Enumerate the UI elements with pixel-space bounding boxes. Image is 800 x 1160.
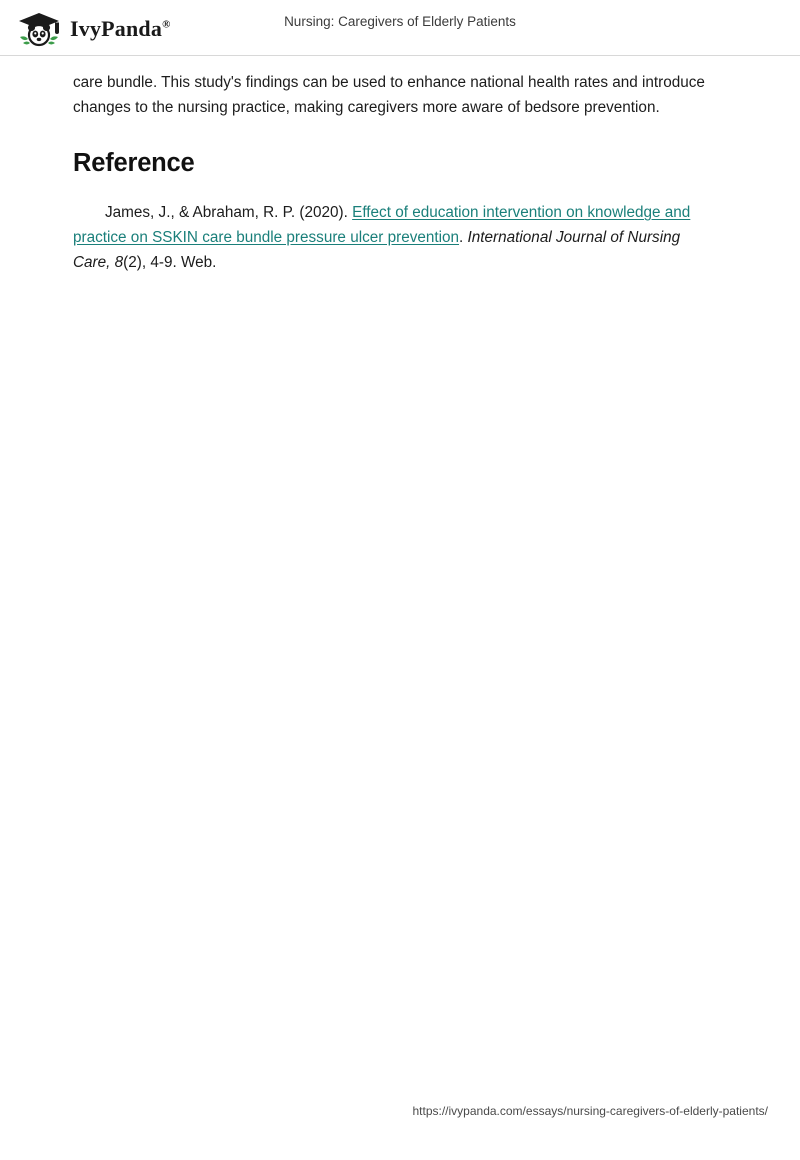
content-column: [73, 70, 721, 290]
reference-article-link[interactable]: Effect of education intervention on knowledge and practice on SSKIN care bundle pressure ulcer prevention: [73, 204, 691, 246]
reference-issue-pages: (2), 4-9. Web.: [123, 254, 217, 271]
reference-entry: [73, 200, 718, 275]
brand-name-text: IvyPanda: [70, 16, 163, 41]
reference-journal: International Journal of Nursing Care, 8: [73, 229, 681, 271]
reference-authors-year: James, J., & Abraham, R. P. (2020).: [105, 204, 353, 221]
section-heading-reference: Reference: [73, 149, 195, 177]
document-title: Nursing: Caregivers of Elderly Patients: [284, 14, 516, 29]
page-header: [0, 0, 800, 56]
reference-after-link: .: [459, 229, 468, 246]
brand-trademark: ®: [162, 18, 171, 31]
footer-source-url[interactable]: https://ivypanda.com/essays/nursing-caregivers-of-elderly-patients/: [412, 1104, 768, 1118]
continued-paragraph: care bundle. This study's findings can be used to enhance national health rates and introduce changes to the nursing practice, making caregivers more aware of bedsore prevention.: [73, 74, 705, 116]
